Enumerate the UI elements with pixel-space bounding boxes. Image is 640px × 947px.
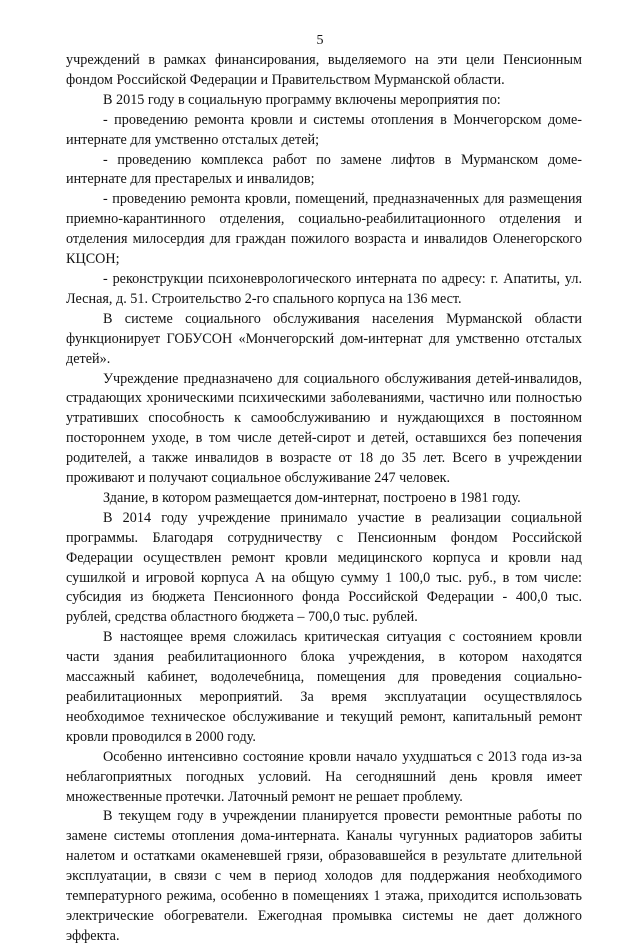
document-body bbox=[66, 51, 582, 947]
paragraph-roof-deterioration: Особенно интенсивно состояние кровли начало ухудшаться с 2013 года из-за неблагоприятных погодных условий. На сегодняшний день кровля имеет множественные протечки. Латочный ремонт не решает проблему. bbox=[66, 748, 582, 805]
paragraph-program-intro: В 2015 году в социальную программу включены мероприятия по: bbox=[103, 91, 501, 108]
list-item-murmansk-lifts: - проведению комплекса работ по замене лифтов в Мурманском доме-интернате для престарелых и инвалидов; bbox=[66, 151, 582, 188]
list-item-apatity-reconstruction: - реконструкции психоневрологического интерната по адресу: г. Апатиты, ул. Лесная, д. 51. Строительство 2-го спального корпуса на 136 мест. bbox=[66, 270, 582, 307]
paragraph-critical-roof: В настоящее время сложилась критическая ситуация с состоянием кровли части здания реабилитационного блока учреждения, в котором находятся массажный кабинет, водолечебница, помещения для проведения социально-реабилитационных мероприятий. За время эксплуатации осуществлялось необходимое техническое обслуживание и текущий ремонт, капитальный ремонт кровли проводился в 2000 году. bbox=[66, 629, 582, 745]
paragraph-institution-purpose: Учреждение предназначено для социального обслуживания детей-инвалидов, страдающих хроническими психическими заболеваниями, частично или полностью утративших способность к самообслуживанию и нуждающихся в постоянном постороннем уходе, в том числе детей-сирот и детей, оставшихся без попечения родителей, а также инвалидов в возрасте от 18 до 35 лет. Всего в учреждении проживают и получают социальное обслуживание 247 человек. bbox=[66, 370, 582, 487]
paragraph-building-year: Здание, в котором размещается дом-интернат, построено в 1981 году. bbox=[103, 489, 521, 506]
paragraph-continuation: учреждений в рамках финансирования, выделяемого на эти цели Пенсионным фондом Российской Федерации и Правительством Мурманской области. bbox=[66, 52, 582, 88]
paragraph-2014-program: В 2014 году учреждение принимало участие в реализации социальной программы. Благодаря сотрудничеству с Пенсионным фондом Российской Федерации осуществлен ремонт кровли медицинского корпуса и кровли над сушилкой и игровой корпуса А на общую сумму 1 100,0 тыс. руб., в том числе: субсидия из бюджета Пенсионного фонда Российской Федерации - 400,0 тыс. рублей, средства областного бюджета – 700,0 тыс. рублей. bbox=[66, 509, 582, 626]
list-item-olenegorsk-repair: - проведению ремонта кровли, помещений, предназначенных для размещения приемно-карантинного отделения, социально-реабилитационного отделения и отделения милосердия для граждан пожилого возраста и инвалидов Оленегорского КЦСОН; bbox=[66, 191, 582, 268]
paragraph-heating-replacement: В текущем году в учреждении планируется провести ремонтные работы по замене системы отопления дома-интерната. Каналы чугунных радиаторов забиты налетом и остатками окаменевшей грязи, образовавшейся в результате длительной эксплуатации, в связи с чем в период холодов для поддержания необходимого температурного режима, особенно в помещениях 1 этажа, приходится использовать электрические обогреватели. Ежегодная промывка системы не дает должного эффекта. bbox=[66, 808, 582, 944]
page-number: 5 bbox=[316, 33, 324, 48]
paragraph-gobuson: В системе социального обслуживания населения Мурманской области функционирует ГОБУСОН «Мончегорский дом-интернат для умственно отсталых детей». bbox=[66, 310, 582, 367]
list-item-monchegorsk-roof: - проведению ремонта кровли и системы отопления в Мончегорском доме-интернате для умственно отсталых детей; bbox=[66, 111, 582, 148]
